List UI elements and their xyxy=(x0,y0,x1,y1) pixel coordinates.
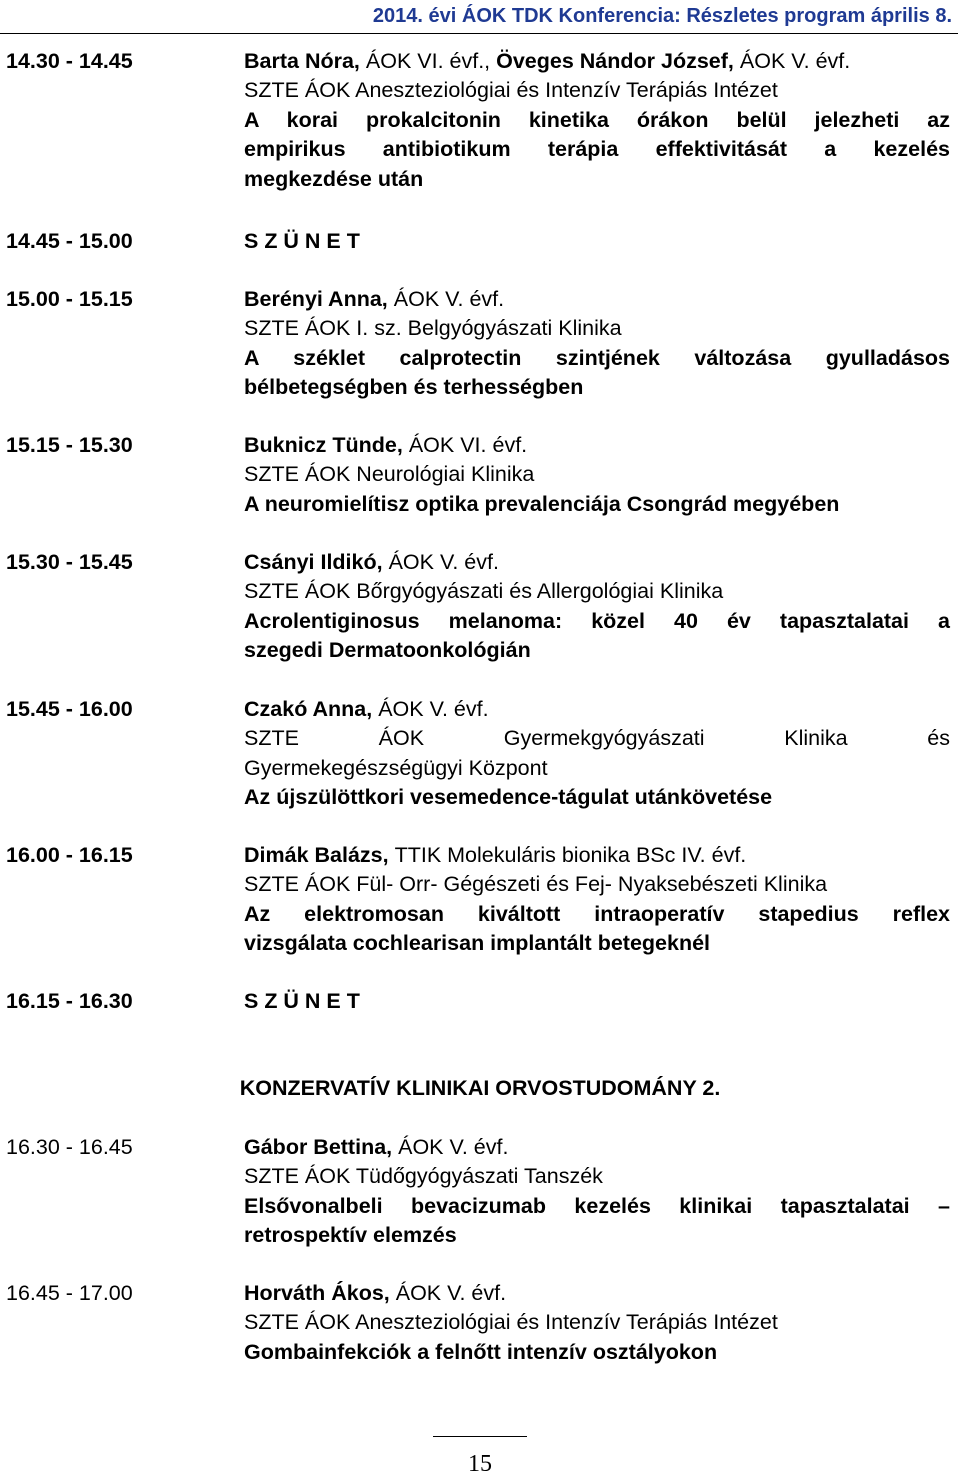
entry-institution: SZTE ÁOK Aneszteziológiai és Intenzív Terápiás Intézet xyxy=(244,78,778,103)
entry-title: Az elektromosan kiváltott intraoperatív stapedius reflex xyxy=(244,901,950,926)
section-title: KONZERVATÍV KLINIKAI ORVOSTUDOMÁNY 2. xyxy=(239,1076,721,1100)
entry-author-year: ÁOK V. évf. xyxy=(393,287,505,311)
entry-title: megkezdése után xyxy=(244,166,424,191)
entry-time: 16.30 - 16.45 xyxy=(6,1135,133,1159)
entry-author: Horváth Ákos, xyxy=(244,1281,396,1305)
entry-title: bélbetegségben és terhességben xyxy=(244,375,584,400)
entry-time: 15.45 - 16.00 xyxy=(6,697,133,721)
entry-author: Berényi Anna, xyxy=(244,287,394,311)
footer-divider xyxy=(433,1436,527,1437)
entry-title: A széklet calprotectin szintjének változása gyulladásos xyxy=(244,345,950,370)
entry-institution: SZTE ÁOK Fül- Orr- Gégészeti és Fej- Nyaksebészeti Klinika xyxy=(244,872,828,897)
entry-author: Barta Nóra, xyxy=(244,49,366,73)
page-number: 15 xyxy=(468,1451,492,1477)
entry-institution: SZTE ÁOK Gyermekgyógyászati Klinika és xyxy=(244,726,950,751)
entry-institution: SZTE ÁOK Aneszteziológiai és Intenzív Terápiás Intézet xyxy=(244,1310,778,1335)
entry-author-year: ÁOK V. évf. xyxy=(378,697,489,721)
header-text: 2014. évi ÁOK TDK Konferencia: Részletes program április 8. xyxy=(372,5,952,27)
entry-author-year: ÁOK V. évf. xyxy=(398,1135,509,1159)
break-label: S Z Ü N E T xyxy=(244,229,360,253)
entry-time: 16.15 - 16.30 xyxy=(6,989,133,1013)
entry-title: retrospektív elemzés xyxy=(244,1223,457,1248)
page-header xyxy=(0,0,958,34)
entry-title: Az újszülöttkori vesemedence-tágulat utánkövetése xyxy=(244,785,773,810)
entry-title: A neuromielítisz optika prevalenciája Csongrád megyében xyxy=(244,491,840,516)
entry-author: Öveges Nándor József, xyxy=(496,49,740,73)
entry-title: Elsővonalbeli bevacizumab kezelés klinikai tapasztalatai – xyxy=(244,1193,950,1218)
entry-time: 16.00 - 16.15 xyxy=(6,843,133,867)
entry-time: 15.00 - 15.15 xyxy=(6,287,133,311)
entry-author: Csányi Ildikó, xyxy=(244,550,389,574)
entry-author-year: ÁOK V. évf. xyxy=(388,550,499,574)
entry-time: 14.45 - 15.00 xyxy=(6,229,133,253)
entry-institution: SZTE ÁOK Tüdőgyógyászati Tanszék xyxy=(244,1164,603,1189)
entry-title: empirikus antibiotikum terápia effektivitását a kezelés xyxy=(244,137,950,162)
entry-time: 14.30 - 14.45 xyxy=(6,49,133,73)
entry-body xyxy=(244,47,950,194)
entry-institution: SZTE ÁOK Bőrgyógyászati és Allergológiai Klinika xyxy=(244,579,724,604)
entry-author: Buknicz Tünde, xyxy=(244,433,409,457)
entry-author-year: ÁOK V. évf. xyxy=(739,49,851,73)
entry-title: Acrolentiginosus melanoma: közel 40 év tapasztalatai a xyxy=(244,608,950,633)
entry-author: Czakó Anna, xyxy=(244,697,379,721)
entry-time: 15.30 - 15.45 xyxy=(6,550,133,574)
entry-author-year: ÁOK VI. évf. xyxy=(408,433,528,457)
entry-author: Dimák Balázs, xyxy=(244,843,395,867)
entry-time: 16.45 - 17.00 xyxy=(6,1281,133,1305)
break-label: S Z Ü N E T xyxy=(244,989,360,1013)
entry-institution: SZTE ÁOK Neurológiai Klinika xyxy=(244,462,535,487)
entry-time: 15.15 - 15.30 xyxy=(6,433,133,457)
entry-title: szegedi Dermatoonkológián xyxy=(244,638,531,663)
entry-title: Gombainfekciók a felnőtt intenzív osztályokon xyxy=(244,1339,718,1364)
entry-institution: SZTE ÁOK I. sz. Belgyógyászati Klinika xyxy=(244,316,622,341)
entry-author-year: TTIK Molekuláris bionika BSc IV. évf. xyxy=(394,843,747,867)
entry-author-year: ÁOK VI. évf., xyxy=(365,49,497,73)
entry-author-year: ÁOK V. évf. xyxy=(395,1281,507,1305)
entry-title: A korai prokalcitonin kinetika órákon belül jelezheti az xyxy=(244,107,950,132)
entry-title: vizsgálata cochlearisan implantált betegeknél xyxy=(244,931,711,956)
entry-author: Gábor Bettina, xyxy=(244,1135,399,1159)
entry-institution: Gyermekegészségügyi Központ xyxy=(244,755,548,780)
